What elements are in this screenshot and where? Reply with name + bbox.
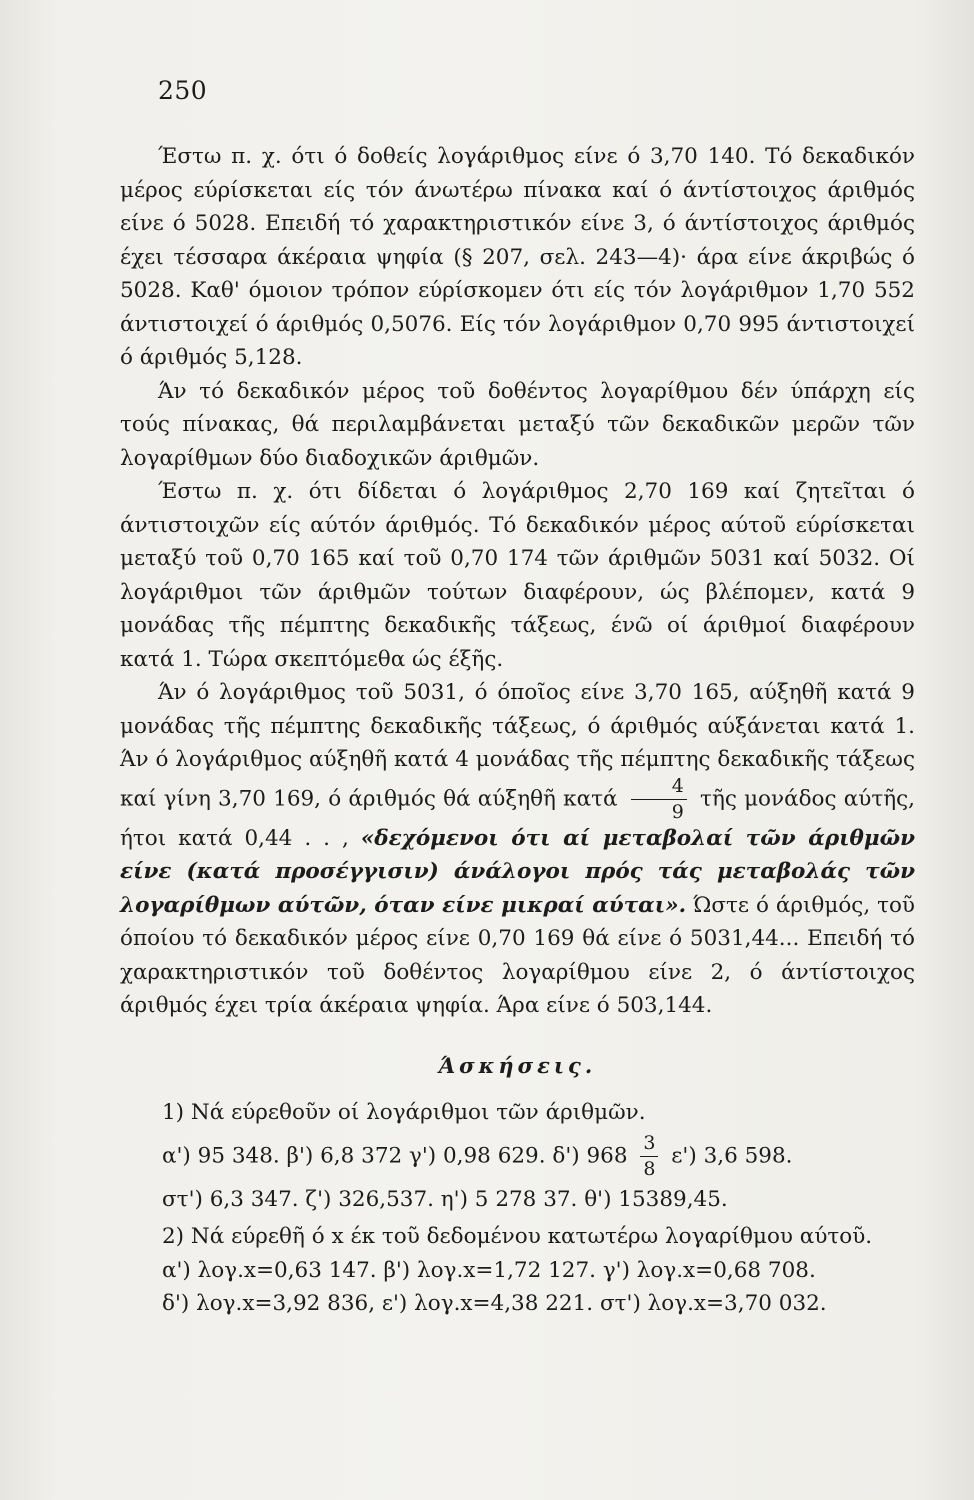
fraction-numerator: 3 — [643, 1131, 656, 1154]
fraction-three-eighths — [640, 1131, 658, 1180]
fraction-denominator: 9 — [631, 799, 687, 822]
paragraph-1: Έστω π. χ. ότι ό δοθείς λογάριθμος είνε ό 3,70 140. Τό δεκαδικόν μέρος εύρίσκεται είς τόν άνωτέρω πίνακα καί ό άντίστοιχος άριθμός είνε ό 5028. Επειδή τό χαρακτηριστικόν είνε 3, ό άντίστοιχος άριθμός έχει τέσσαρα άκέραια ψηφία (§ 207, σελ. 243—4)· άρα είνε άκριβώς ό 5028. Καθ' όμοιον τρόπον εύρίσκομεν ότι είς τόν λογάριθμον 1,70 552 άντιστοιχεί ό άριθμός 0,5076. Είς τόν λογάριθμον 0,70 995 άντιστοιχεί ό άριθμός 5,128. — [120, 144, 915, 370]
paragraph-3: Έστω π. χ. ότι δίδεται ό λογάριθμος 2,70 169 καί ζητεῖται ό άντιστοιχῶν είς αύτόν άριθμός. Τό δεκαδικόν μέρος αύτοῦ εύρίσκεται μεταξύ τοῦ 0,70 165 καί τοῦ 0,70 174 τῶν άριθμῶν 5031 καί 5032. Οί λογάριθμοι τῶν άριθμῶν τούτων διαφέρουν, ώς βλέπομεν, κατά 9 μονάδας τῆς πέμπτης δεκαδικῆς τάξεως, ένῶ οί άριθμοί διαφέρουν κατά 1. Τώρα σκεπτόμεθα ώς έξῆς. — [120, 479, 915, 672]
exercise-2-line-b: δ') λογ.x=3,92 836, ε') λογ.x=4,38 221. στ') λογ.x=3,70 032. — [162, 1291, 827, 1316]
exercise-1-items-a-end: ε') 3,6 598. — [671, 1143, 793, 1168]
paragraph-2: Άν τό δεκαδικόν μέρος τοῦ δοθέντος λογαρίθμου δέν ύπάρχη είς τούς πίνακας, θά περιλαμβάνεται μεταξύ τῶν δεκαδικῶν μερῶν τῶν λογαρίθμων δύο διαδοχικῶν άριθμῶν. — [120, 378, 915, 471]
exercises-heading: Άσκήσεις. — [438, 1052, 597, 1078]
exercise-1-items-a: α') 95 348. β') 6,8 372 γ') 0,98 629. δ') 968 — [162, 1143, 628, 1168]
paragraph-4-text: Άν ό λογάριθμος τοῦ 5031, ό όποῖος είνε 3,70 165, αύξηθῆ κατά 9 μονάδας τῆς πέμπτης δεκαδικῆς τάξεως, ό άριθμός αύξάνεται κατά 1. Άν ό λογάριθμος αύξηθῆ κατά 4 μονάδας τῆς πέμπτης δεκαδικῆς τάξεως καί γίνη 3,70 169, ό άριθμός θά αύξηθῆ κατά — [120, 680, 915, 811]
paragraph-4 — [120, 676, 915, 1023]
exercise-1-line-b: στ') 6,3 347. ζ') 326,537. η') 5 278 37. θ') 15389,45. — [162, 1186, 728, 1212]
fraction-numerator: 4 — [671, 774, 684, 797]
fraction-four-ninths — [631, 774, 687, 823]
bold-italic-quote: «δεχόμενοι ότι αί μεταβολαί τῶν άριθμῶν είνε (κατά προσέγγισιν) άνάλογοι πρός τάς μεταβολάς τῶν λογαρίθμων αύτῶν, όταν είνε μικραί αύται». — [120, 825, 915, 918]
page-number: 250 — [158, 76, 208, 105]
fraction-denominator: 8 — [640, 1156, 658, 1179]
exercise-2-line-a: α') λογ.x=0,63 147. β') λογ.x=1,72 127. γ') λογ.x=0,68 708. — [162, 1257, 816, 1283]
exercise-2-prompt: 2) Νά εύρεθῆ ό x έκ τοῦ δεδομένου κατωτέρω λογαρίθμου αύτοῦ. — [162, 1224, 873, 1249]
paragraph-4-after-fraction: τῆς μονάδος αύτῆς, ήτοι κατά 0,44 . . , — [120, 786, 915, 851]
paragraph-4-end: Ώστε ό άριθμός, τοῦ όποίου τό δεκαδικόν μέρος είνε 0,70 169 θά είνε ό 5031,44... Επειδή τό χαρακτηριστικόν τοῦ δοθέντος λογαρίθμου είνε 2, ό άντίστοιχος άριθμός έχει τρία άκέραια ψηφία. Άρα είνε ό 503,144. — [120, 892, 915, 1018]
page-body — [120, 140, 915, 1321]
exercise-1-line-a — [120, 1131, 915, 1180]
exercise-1-prompt: 1) Νά εύρεθοῦν οί λογάριθμοι τῶν άριθμῶν. — [162, 1100, 646, 1125]
